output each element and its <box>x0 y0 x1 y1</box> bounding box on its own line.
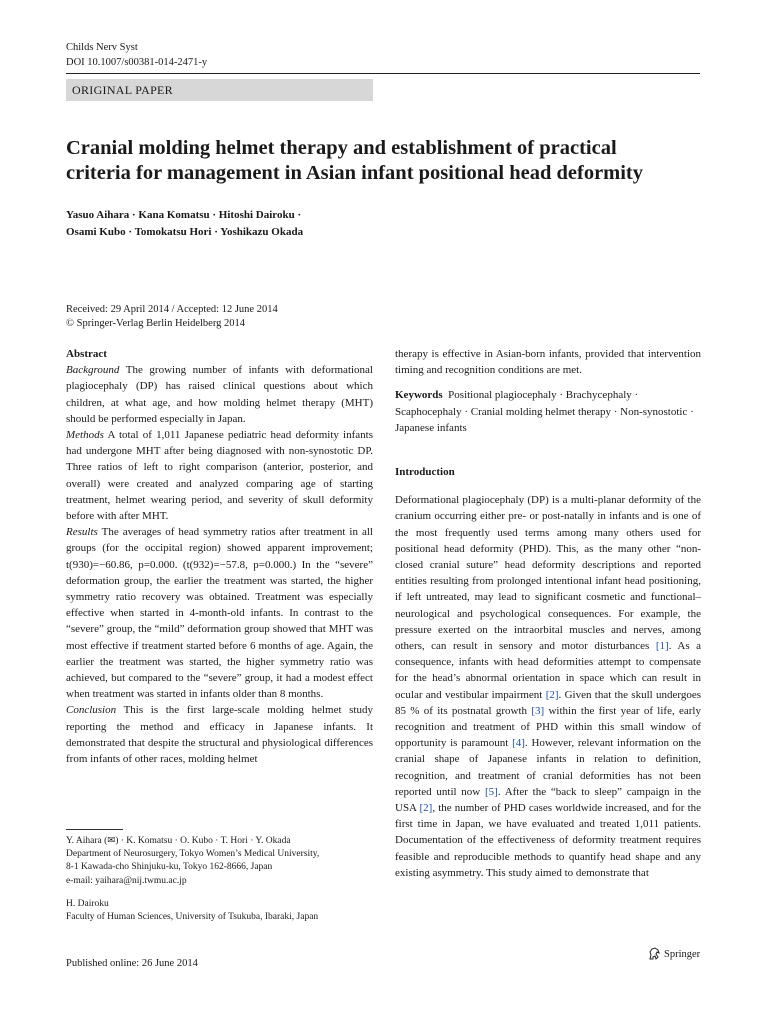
intro-text: . As a consequence, infants with head deformities attempt to compensate for the head’s abnormal orientation in space which can result in ocular and vestibular impairment <box>395 640 702 701</box>
conclusion-text: This is the first large-scale molding helmet study reporting the method and efficacy in Japanese infants. It demonstrated that despite the structural and physiological differences from infants of other races, molding helmet <box>66 704 373 766</box>
article-title <box>66 136 726 186</box>
header-rule <box>66 73 700 74</box>
conclusion-label: Conclusion <box>66 704 117 717</box>
affil-address: 8-1 Kawada-cho Shinjuku-ku, Tokyo 162-8666, Japan <box>66 862 273 873</box>
affil-dept: Department of Neurosurgery, Tokyo Women’s Medical University, <box>66 849 320 860</box>
citation-link[interactable]: [2] <box>419 802 433 815</box>
results-text: The averages of head symmetry ratios after treatment in all groups (for the occipital region) showed apparent improvement; t(930)=−60.86, p=0.000. (t(932)=−57.8, p=0.000.) In the “severe” deformation group, the earlier the treatment was started, the higher symmetry ratio recovery was obtained. Treatment was especially effective when started in 4-month-old infants. In contrast to the “severe” group, the “mild” deformation group showed that MHT was most effective if treatment started before 6 months of age. Again, the earlier the treatment was started, the higher symmetry ratio was achieved, but compared to the “severe” group, it had a modest effect when treatment was started in infants older than 8 months. <box>66 526 373 701</box>
title-line: criteria for management in Asian infant positional head deformity <box>66 162 644 184</box>
author-list <box>66 207 686 241</box>
affil-email[interactable]: e-mail: yaihara@nij.twmu.ac.jp <box>66 875 187 886</box>
citation-link[interactable]: [4] <box>512 737 525 750</box>
journal-name: Childs Nerv Syst <box>66 42 138 53</box>
publisher-logo <box>647 947 700 961</box>
publisher-name: Springer <box>664 948 701 960</box>
abstract-conclusion-continued: therapy is effective in Asian-born infants, provided that intervention timing and recognition conditions are met. <box>395 348 701 377</box>
citation-link[interactable]: [2] <box>545 688 559 701</box>
intro-text: within the first year of life, early recognition and treatment of PHD within this small window of opportunity is paramount <box>395 704 701 750</box>
author-line: Yasuo Aihara · Kana Komatsu · Hitoshi Dairoku · <box>66 209 302 221</box>
doi[interactable]: DOI 10.1007/s00381-014-2471-y <box>66 57 208 68</box>
dates-block <box>66 303 278 331</box>
background-text: The growing number of infants with deformational plagiocephaly (DP) has raised clinical questions about which children, at what age, and how molding helmet therapy (MHT) should be performed especially in Japan. <box>66 364 373 425</box>
received-dates: Received: 29 April 2014 / Accepted: 12 June 2014 <box>66 304 278 315</box>
results-label: Results <box>66 526 98 539</box>
citation-link[interactable]: [5] <box>485 785 498 798</box>
right-column <box>395 346 701 881</box>
affiliation-block <box>66 835 373 924</box>
intro-text: . After the “back to sleep” campaign in the USA <box>395 785 702 815</box>
journal-header <box>66 40 207 70</box>
abstract-results <box>66 524 373 702</box>
intro-text: , the number of PHD cases worldwide increased, and for the first time in Japan, we have evaluated and treated 1,011 patients. Documentation of the effectiveness of deformity treatment requires feasible and reproducible methods to quantify head shape and any existing asymmetry. This study aimed to demonstrate that <box>395 802 702 879</box>
citation-link[interactable]: [1] <box>655 640 669 653</box>
footnote-rule <box>66 829 123 830</box>
springer-horse-icon <box>647 947 661 961</box>
abstract-column <box>66 346 373 767</box>
methods-text: A total of 1,011 Japanese pediatric head deformity infants had undergone MHT after being diagnosed with non-synostotic DP. Three ratios of left to right comparison (anterior, posterior, and overall) were created and analyzed comparing age of starting treatment, helmet wearing period, and severity of skull deformity before with after MHT. <box>66 429 373 523</box>
abstract-methods <box>66 427 373 524</box>
background-label: Background <box>66 364 120 377</box>
keywords-label: Keywords <box>395 389 443 402</box>
published-date: Published online: 26 June 2014 <box>66 958 198 969</box>
abstract-background <box>66 362 373 427</box>
introduction-heading: Introduction <box>395 466 455 479</box>
paper-type-banner: ORIGINAL PAPER <box>66 79 373 101</box>
abstract-heading: Abstract <box>66 348 107 360</box>
abstract-conclusion <box>66 702 373 767</box>
author-line: Osami Kubo · Tomokatsu Hori · Yoshikazu Okada <box>66 226 304 238</box>
methods-label: Methods <box>66 429 104 442</box>
title-line: Cranial molding helmet therapy and establishment of practical <box>66 137 617 159</box>
affil-author2: H. Dairoku <box>66 898 109 909</box>
affil-institution2: Faculty of Human Sciences, University of Tsukuba, Ibaraki, Japan <box>66 912 319 923</box>
intro-text: Deformational plagiocephaly (DP) is a multi-planar deformity of the cranium occurring either pre- or post-natally in infants and is one of the most frequently used terms among many others used for positional head deformity (PHD). This, as the many other “non-closed cranial suture” head deformity descriptions and reported entities resulting from prolonged intentional infant head positioning, if left untreated, may lead to significant cosmetic and functional–neurological and psychological consequences. For example, the pressure exerted on the intraorbital muscles and nerves, among others, can result in sensory and motor disturbances <box>395 494 701 653</box>
keywords-text: Positional plagiocephaly · Brachycephaly · Scaphocephaly · Cranial molding helmet therapy · Non-synostotic · Japanese infants <box>395 389 694 434</box>
copyright: © Springer-Verlag Berlin Heidelberg 2014 <box>66 318 246 329</box>
intro-text: . However, relevant information on the cranial shape of Japanese infants in relation to definition, recognition, and treatment of cranial deformities has not been reported until now <box>395 737 702 798</box>
keywords <box>395 387 701 436</box>
affil-authors: Y. Aihara (✉) · K. Komatsu · O. Kubo · T. Hori · Y. Okada <box>66 836 291 846</box>
intro-text: . Given that the skull undergoes 85 % of its postnatal growth <box>395 688 702 717</box>
introduction-paragraph <box>395 492 701 881</box>
citation-link[interactable]: [3] <box>531 704 545 717</box>
